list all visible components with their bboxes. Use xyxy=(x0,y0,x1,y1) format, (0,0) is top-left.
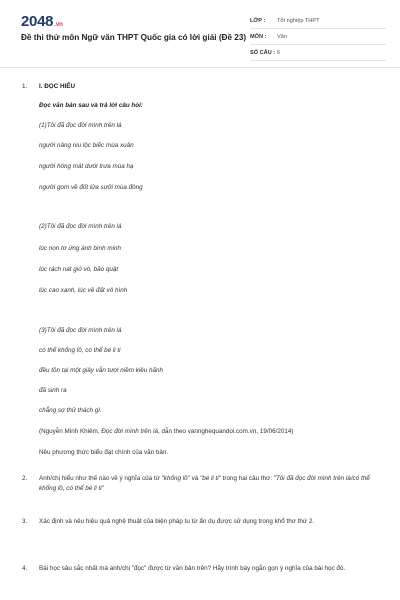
info-label: SỐ CÂU : xyxy=(250,49,276,56)
info-label: MÔN : xyxy=(250,33,267,40)
poem-line: lúc non tơ ứng ánh bình minh xyxy=(39,245,122,252)
poem-line: (2)Tôi đã đọc đời mình trên lá xyxy=(39,223,122,230)
exam-info-table xyxy=(250,13,386,61)
question-text-part: trong hai câu thơ: xyxy=(220,475,274,482)
question-text-part: và xyxy=(189,475,200,482)
question-3 xyxy=(22,517,382,547)
logo-text: 2048 xyxy=(21,13,54,30)
poem-line: (3)Tôi đã đọc đời mình trên lá xyxy=(39,327,122,334)
page-header xyxy=(0,0,400,66)
poem-line: đều tồn tại một giây vẫn tươi niềm kiêu hãnh xyxy=(39,367,164,374)
info-row-subject xyxy=(250,29,386,45)
info-row-count xyxy=(250,45,386,61)
source-title: Đọc đời mình trên lá xyxy=(101,428,158,435)
info-value: Tốt nghiệp THPT xyxy=(277,17,320,24)
question-number: 2. xyxy=(22,475,28,482)
info-row-class xyxy=(250,13,386,29)
poem-line: người nâng niu lộc biếc mùa xuân xyxy=(39,142,134,149)
question-4 xyxy=(22,564,382,594)
poem-line: đã sinh ra xyxy=(39,387,67,394)
question-number: 1. xyxy=(22,83,28,90)
poem-line: người gom về đốt lửa sưởi mùa đông xyxy=(39,184,143,191)
info-value: Văn xyxy=(277,33,287,40)
poem-line: lúc cao xanh, lúc về đất vô hình xyxy=(39,287,128,294)
poem-line: lúc rách nát gió vò, bão quật xyxy=(39,266,119,273)
question-text-part: Anh/chị hiểu như thế nào về ý nghĩa của từ xyxy=(39,475,162,482)
question-text-part: Bài học sâu sắc nhất mà anh/chị "đọc" được từ văn bản trên? Hãy trình bày ngắn gọn ý nghĩa của bài học đó. xyxy=(39,565,346,572)
info-label: LỚP : xyxy=(250,17,266,24)
poem-source xyxy=(39,427,293,437)
question-text xyxy=(39,517,382,527)
source-suffix: , dẫn theo vannghequandoi.com.vn, 19/06/2014) xyxy=(157,428,294,435)
info-value: 6 xyxy=(277,49,281,56)
question-2 xyxy=(22,474,382,504)
question-text-part: "Tôi đã đọc đời mình trên lá/có thể khổng lồ, có thể bé li ti" xyxy=(39,475,370,492)
question-text-part: Xác định và nêu hiệu quả nghệ thuật của biện pháp tu từ ẩn dụ được sử dụng trong khổ thơ thứ 2. xyxy=(39,518,315,525)
logo-suffix: .vn xyxy=(54,22,63,28)
poem-line: người hóng mát dưới trưa mùa hạ xyxy=(39,163,134,170)
question-text-part: "bé li ti" xyxy=(200,475,221,482)
question-text xyxy=(39,564,382,574)
site-logo[interactable] xyxy=(21,13,63,29)
reading-instruction: Đọc văn bản sau và trả lời câu hỏi: xyxy=(39,102,143,109)
section-heading: I. ĐỌC HIỂU xyxy=(39,83,76,90)
header-divider xyxy=(0,67,400,68)
exam-title: Đề thi thử môn Ngữ văn THPT Quốc gia có lời giải (Đề 23) xyxy=(21,33,247,42)
question-number: 4. xyxy=(22,565,28,572)
question-text-part: "khổng lồ" xyxy=(161,475,190,482)
poem-line: (1)Tôi đã đọc đời mình trên lá xyxy=(39,122,122,129)
source-prefix: (Nguyễn Minh Khiêm, xyxy=(39,428,102,435)
question-text: Nêu phương thức biểu đạt chính của văn bản. xyxy=(39,449,169,456)
question-text xyxy=(39,474,382,494)
question-number: 3. xyxy=(22,518,28,525)
poem-line: chẳng sợ thử thách gì. xyxy=(39,407,102,414)
question-1 xyxy=(22,82,382,472)
poem-line: có thể khổng lồ, có thể bé li ti xyxy=(39,347,121,354)
